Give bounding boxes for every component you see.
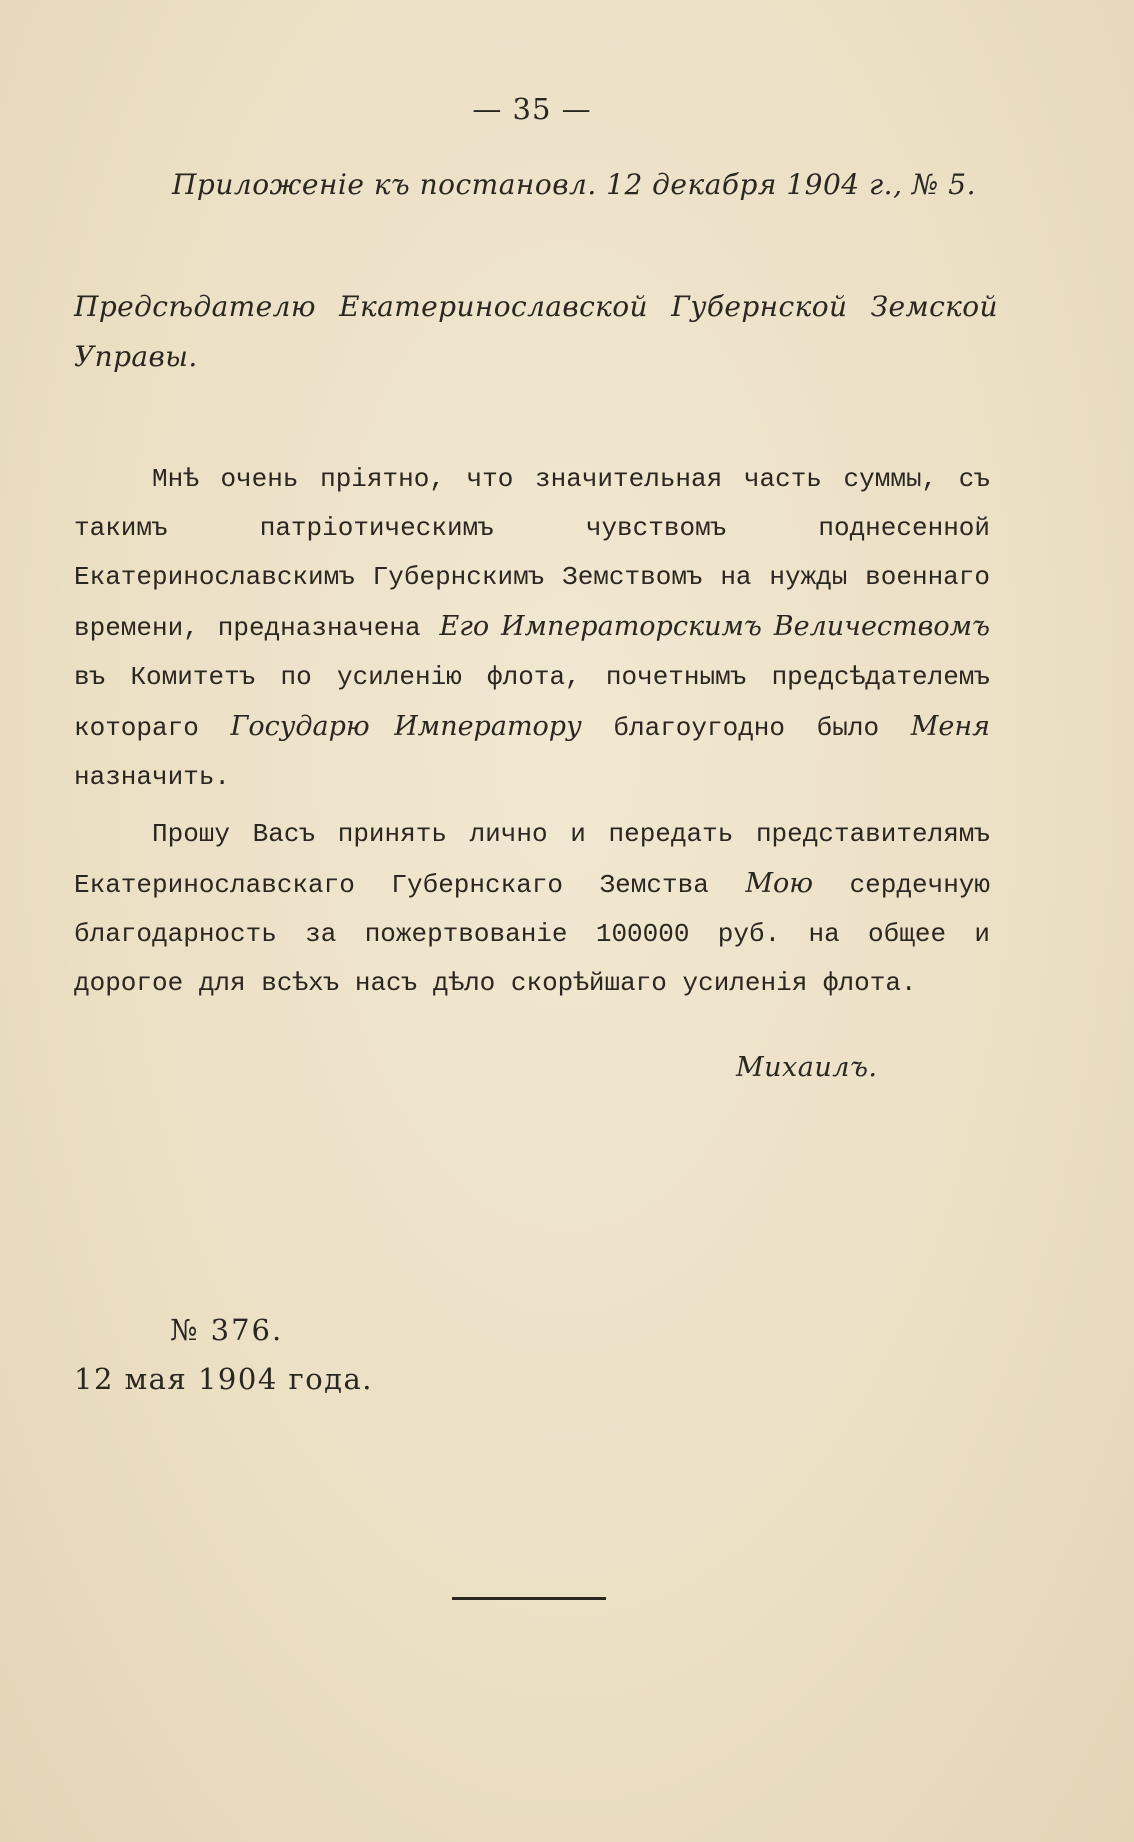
signature: Михаилъ. [736,1052,878,1083]
paragraph-1-text-1: Мнѣ очень пріятно, что значительная часть суммы, съ такимъ патріотическимъ чувствомъ поднесенной Екатеринославскимъ Губернскимъ Земствомъ на нужды военнаго времени, предназначена [74,464,990,643]
paragraph-1-italic-1: Его Императорскимъ Величествомъ [439,611,990,642]
paragraph-1-text-3: благоугодно было [581,713,911,743]
paragraph-2-text-2: сердечную благодарность за пожертвованіе 100000 руб. на общее и дорогое для всѣхъ насъ дѣло скорѣйшаго усиленія флота. [74,870,991,998]
letter-body [74,455,990,1016]
paragraph-2 [74,810,990,1008]
closing-rule [452,1597,606,1600]
paragraph-1-italic-2: Государю Императору [230,711,582,742]
paragraph-1-italic-3: Меня [910,711,990,742]
paragraph-1 [74,455,990,802]
paragraph-2-text-1: Прошу Васъ принять лично и передать представителямъ Екатеринославскаго Губернскаго Земства [74,819,990,900]
appendix-line: Приложеніе къ постановл. 12 декабря 1904 г., № 5. [172,168,976,201]
paragraph-1-text-2: въ Комитетъ по усиленію флота, почетнымъ предсѣдателемъ котораго [74,662,990,743]
paragraph-1-text-4: назначить. [74,762,231,792]
paragraph-2-italic-1: Мою [745,868,814,899]
document-date: 12 мая 1904 года. [74,1362,374,1396]
page-number: — 35 — [472,92,592,126]
addressee: Предсѣдателю Екатеринославской Губернской Земской Управы. [74,290,998,373]
document-number: № 376. [170,1313,284,1347]
